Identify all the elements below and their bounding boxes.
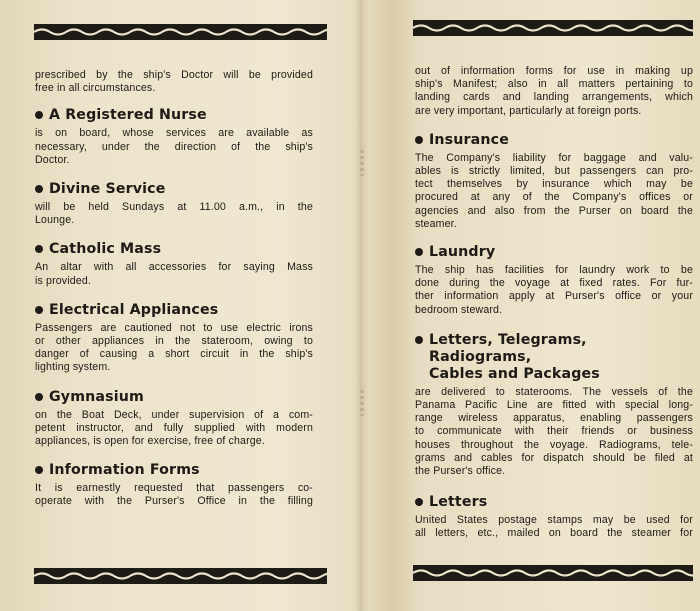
section-heading-insurance: Insurance [415,132,693,149]
left-page-column [35,69,313,509]
bullet-icon [35,466,43,474]
binding-stitch [360,150,364,176]
text-line: houses throughout the voyage. Radiograms, tele- [415,438,693,451]
text-line: done during the voyage at fixed rates. For fur- [415,277,693,290]
left-intro-paragraph [35,69,313,95]
text-line: tect themselves by insurance which may be [415,178,693,191]
section-body-letters-telegrams [415,386,693,478]
text-line: out of information forms for use in making up [415,65,693,77]
text-line: danger of causing a short circuit in the ship's [35,348,313,361]
text-line: The Company's liability for baggage and valu- [415,151,693,164]
text-line: ables is strictly limited, but passengers can pro- [415,165,693,178]
text-line: to communicate with their friends or business [415,425,693,438]
section-body-electrical-appliances [35,322,313,375]
section-body-laundry [415,264,693,317]
text-line: Passengers are cautioned not to use electric irons [35,321,313,334]
right-intro-paragraph [415,65,693,118]
text-line: It is earnestly requested that passengers co- [35,482,313,495]
section-heading-information-forms: Information Forms [35,462,313,479]
text-line: agencies and also from the Purser on board the [415,204,693,217]
text-line: Lounge. [35,214,75,227]
text-line: free in all circumstances. [35,82,156,95]
section-body-letters [415,514,693,540]
text-line: petent instructor, and fully supplied with modern [35,421,313,434]
bullet-icon [35,185,43,193]
section-heading-gymnasium: Gymnasium [35,389,313,406]
bottom-left-wave-border [34,568,327,584]
bullet-icon [35,306,43,314]
booklet-spine [355,0,369,611]
text-line: The ship has facilities for laundry work to be [415,264,693,277]
section-body-catholic-mass [35,261,313,287]
text-line: grams and cables for dispatch should be filed at [415,451,693,464]
bullet-icon [415,136,423,144]
text-line: An altar with all accessories for saying Mass [35,261,313,274]
text-line: appliances, is open for exercise, free of charge. [35,435,265,448]
top-left-wave-border [34,24,327,40]
text-line: procured at any of the Company's offices or [415,191,693,204]
section-heading-divine-service: Divine Service [35,181,313,198]
top-right-wave-border [413,20,693,36]
section-body-divine-service [35,201,313,227]
text-line: or other appliances in the stateroom, owing to [35,335,313,348]
section-body-registered-nurse [35,127,313,167]
bullet-icon [415,248,423,256]
bottom-right-wave-border [413,565,693,581]
text-line: ther information apply at Purser's office or your [415,290,693,303]
section-heading-registered-nurse: A Registered Nurse [35,107,313,124]
text-line: all letters, etc., mailed on board the steamer for [415,527,693,540]
text-line: necessary, under the direction of the ship's [35,140,313,153]
text-line: on the Boat Deck, under supervision of a com- [35,408,313,421]
right-page-column [415,65,693,541]
text-line: range wireless apparatus, enabling passengers [415,412,693,425]
text-line: United States postage stamps may be used for [415,514,693,527]
section-heading-letters-telegrams: Letters, Telegrams, Radiograms, Cables and Packages [415,332,693,383]
text-line: steamer. [415,217,457,230]
bullet-icon [415,336,423,344]
text-line: landing cards and landing arrangements, which [415,91,693,104]
text-line: ship's Manifest; also in all matters pertaining to [415,78,693,91]
binding-stitch [360,390,364,416]
text-line: bedroom steward. [415,303,503,316]
bullet-icon [35,111,43,119]
text-line: operate with the Purser's Office in the filling [35,495,313,508]
text-line: are very important, particularly at foreign ports. [415,104,642,117]
section-body-gymnasium [35,409,313,449]
bullet-icon [35,245,43,253]
section-body-insurance [415,152,693,231]
text-line: will be held Sundays at 11.00 a.m., in the [35,201,313,214]
text-line: is provided. [35,274,91,287]
text-line: the Purser's office. [415,465,506,478]
section-heading-laundry: Laundry [415,244,693,261]
bullet-icon [35,393,43,401]
text-line: is on board, whose services are available as [35,127,313,140]
text-line: Doctor. [35,153,70,166]
section-body-information-forms [35,482,313,508]
section-heading-catholic-mass: Catholic Mass [35,241,313,258]
text-line: lighting system. [35,361,111,374]
text-line: are delivered to staterooms. The vessels of the [415,385,693,398]
text-line: Panama Pacific Line are fitted with special long- [415,399,693,412]
section-heading-electrical-appliances: Electrical Appliances [35,302,313,319]
bullet-icon [415,498,423,506]
section-heading-letters: Letters [415,494,693,511]
text-line: prescribed by the ship's Doctor will be provided [35,69,313,81]
